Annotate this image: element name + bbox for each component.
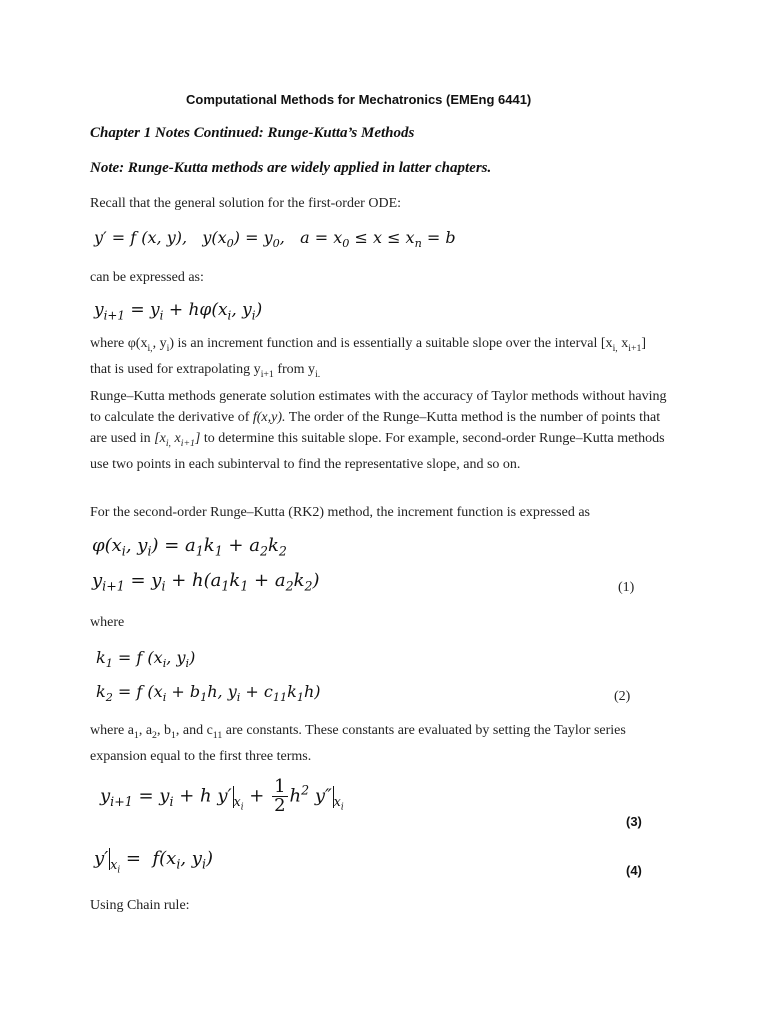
fraction-denominator: 2 xyxy=(274,795,286,816)
text-run: Runge–Kutta methods generate solution estimates with the accuracy of Taylor methods without having to calculate the derivative of xyxy=(90,389,667,425)
eq-part: h, y xyxy=(207,682,237,701)
text-sub: i. xyxy=(315,368,321,380)
text-sub: i+1 xyxy=(180,437,195,449)
text-sub: 2 xyxy=(152,729,157,741)
ode-part: a = x xyxy=(300,228,343,247)
ode-equation xyxy=(94,228,456,250)
text-italic xyxy=(154,431,201,449)
equation-1 xyxy=(92,570,320,594)
eq-sub: i xyxy=(159,308,164,323)
runge-kutta-paragraph xyxy=(90,386,670,475)
ode-part: y(x xyxy=(202,228,227,247)
eq-sub: 1 xyxy=(195,543,204,559)
eq-sub: 1 xyxy=(240,578,249,594)
eq-part: y xyxy=(94,300,104,320)
chapter-heading: Chapter 1 Notes Continued: Runge-Kutta’s Methods xyxy=(90,125,415,141)
text-run: where a xyxy=(90,723,134,738)
eq-part: f(x xyxy=(152,848,177,869)
eq-part: ) = a xyxy=(151,535,196,556)
eq-part: y xyxy=(92,570,103,591)
phi-equation xyxy=(92,535,287,559)
eq-sub: i xyxy=(147,543,152,559)
eq-part: + hφ(x xyxy=(163,300,228,320)
ode-sub: 0 xyxy=(342,237,350,251)
eq-sub: 1 xyxy=(296,691,304,705)
eq-part: = y xyxy=(132,785,170,807)
equation-number-4: (4) xyxy=(626,863,642,878)
eq-part: + xyxy=(243,785,271,807)
text-run: to determine this suitable slope. For example, second-order Runge–Kutta methods use two points in each subinterval to find the representative slope, and so on. xyxy=(90,431,665,472)
eq-sub: x xyxy=(110,856,118,872)
eq-sub: i xyxy=(185,657,190,671)
eq-part: + c xyxy=(240,682,273,701)
text-sub: i, xyxy=(147,342,153,354)
text-sub: i+1 xyxy=(628,342,642,354)
equation-4 xyxy=(94,848,213,875)
eq-part: y″ xyxy=(309,785,332,807)
text-sub: i, xyxy=(612,342,618,354)
ode-sub: n xyxy=(414,237,422,251)
recall-text: Recall that the general solution for the first-order ODE: xyxy=(90,196,402,211)
eq-sub: 1 xyxy=(214,543,223,559)
text-run: [x xyxy=(154,431,166,446)
constants-paragraph xyxy=(90,720,670,767)
k2-equation xyxy=(96,682,320,704)
ode-part: ≤ x ≤ x xyxy=(349,228,415,247)
eq-sub: 2 xyxy=(285,578,294,594)
eq-sub: 2 xyxy=(304,578,313,594)
eq-sub: i+1 xyxy=(102,578,125,594)
eq-sub: i xyxy=(169,794,174,810)
one-half-fraction xyxy=(272,778,287,815)
eq-part: , y xyxy=(180,848,202,869)
text-run: The order of the Runge–Kutta method is the number of points that are used in xyxy=(90,410,661,446)
eq-sub: i xyxy=(340,802,344,813)
eq-part: ) xyxy=(255,300,263,320)
eq-part: = y xyxy=(124,300,160,320)
eq-part: ) xyxy=(206,848,214,869)
eq-part: k xyxy=(287,682,297,701)
ode-part: , xyxy=(279,228,285,247)
text-sub: i xyxy=(166,342,170,354)
course-title: Computational Methods for Mechatronics (EMEng 6441) xyxy=(186,92,532,107)
eq-part: + h y′ xyxy=(173,785,232,807)
eq-part: y′ xyxy=(94,848,109,869)
eq-sub: i xyxy=(162,691,167,705)
eq-sub: x xyxy=(233,794,241,810)
fraction-numerator: 1 xyxy=(274,776,286,797)
equation-number-1: (1) xyxy=(618,580,635,595)
eq-sub: 1 xyxy=(221,578,230,594)
eq-part: h) xyxy=(303,682,321,701)
text-run: , y xyxy=(152,336,167,351)
text-run: where φ(x xyxy=(90,336,148,351)
eq-part: h xyxy=(289,785,302,807)
eq-sub: i xyxy=(117,865,121,876)
ode-part: = b xyxy=(421,228,456,247)
equation-number-2: (2) xyxy=(614,689,631,704)
eq-sub: i xyxy=(251,308,256,323)
text-run: x xyxy=(171,431,181,446)
eq-part: + a xyxy=(248,570,286,591)
text-sub: i, xyxy=(165,437,171,449)
eq-part: k xyxy=(293,570,305,591)
eq-part: = y xyxy=(124,570,162,591)
rk2-intro-text: For the second-order Runge–Kutta (RK2) method, the increment function is expressed as xyxy=(90,505,590,520)
text-run: , b xyxy=(156,723,171,738)
eq-part: k xyxy=(267,535,279,556)
k1-equation xyxy=(96,648,195,670)
eq-sub: i xyxy=(201,856,206,872)
eq-part: , y xyxy=(231,300,252,320)
ode-sub: 0 xyxy=(272,237,280,251)
text-run: ] xyxy=(194,431,201,446)
eq-part: + a xyxy=(222,535,260,556)
eq-part: + b xyxy=(166,682,201,701)
text-run: from y xyxy=(273,361,316,377)
eq-part: ) xyxy=(312,570,320,591)
eq-sub: i xyxy=(236,691,241,705)
eq-part: φ(x xyxy=(92,535,122,556)
ode-part: y′ = f (x, y), xyxy=(94,228,188,247)
eq-sub: i xyxy=(176,856,181,872)
note-line: Note: Runge-Kutta methods are widely applied in latter chapters. xyxy=(90,160,492,176)
eq-sub: i xyxy=(121,543,126,559)
eq-sup: 2 xyxy=(301,782,310,798)
equation-number-3: (3) xyxy=(626,814,642,829)
text-italic: f(x,y). xyxy=(252,410,286,425)
eq-sub: 2 xyxy=(278,543,287,559)
ode-part: ) = y xyxy=(233,228,273,247)
eq-sub: i+1 xyxy=(103,308,125,323)
chain-rule-text: Using Chain rule: xyxy=(90,898,190,913)
ode-sub: 0 xyxy=(226,237,234,251)
eq-sub: i xyxy=(227,308,232,323)
eq-part: , y xyxy=(125,535,148,556)
text-run: are constants. These constants are evaluated by setting the Taylor series expansion equal to the first three terms. xyxy=(90,723,626,764)
eq-part: ) xyxy=(189,648,196,667)
eq-sub: x xyxy=(333,794,341,810)
eq-part: = f (x xyxy=(112,682,163,701)
eq-part: y xyxy=(100,785,111,807)
eq-sub: i xyxy=(161,578,166,594)
eq-part: , y xyxy=(166,648,186,667)
eq-part: k xyxy=(229,570,241,591)
general-update-equation xyxy=(94,300,262,322)
eq-sub: 1 xyxy=(105,657,113,671)
eq-sub: 11 xyxy=(272,691,288,705)
eq-part: k xyxy=(203,535,215,556)
text-run: , and c xyxy=(175,723,213,738)
text-run: x xyxy=(621,336,629,351)
eq-sub: i xyxy=(240,802,244,813)
text-run: ) is an increment function and is essentially a suitable slope over the interval [x xyxy=(169,336,613,351)
eq-part: k xyxy=(96,648,106,667)
text-sub: 1 xyxy=(170,729,176,741)
eq-part: + h(a xyxy=(165,570,222,591)
text-sub: i+1 xyxy=(260,368,274,380)
eq-part: = f (x xyxy=(112,648,163,667)
eq-sub: i xyxy=(162,657,167,671)
eq-sub: 2 xyxy=(259,543,268,559)
eq-part: k xyxy=(96,682,106,701)
text-run: ] that is used for extrapolating y xyxy=(90,336,647,377)
text-run: , a xyxy=(138,723,153,738)
text-sub: 11 xyxy=(212,729,223,741)
expressed-text: can be expressed as: xyxy=(90,270,204,285)
eq-sub: 2 xyxy=(105,691,113,705)
equation-3 xyxy=(100,778,344,815)
increment-function-paragraph xyxy=(90,333,670,385)
text-sub: 1 xyxy=(133,729,139,741)
eq-sub: i+1 xyxy=(110,794,133,810)
where-text: where xyxy=(90,615,125,630)
eq-part: = xyxy=(120,848,147,869)
eq-sub: 1 xyxy=(200,691,208,705)
